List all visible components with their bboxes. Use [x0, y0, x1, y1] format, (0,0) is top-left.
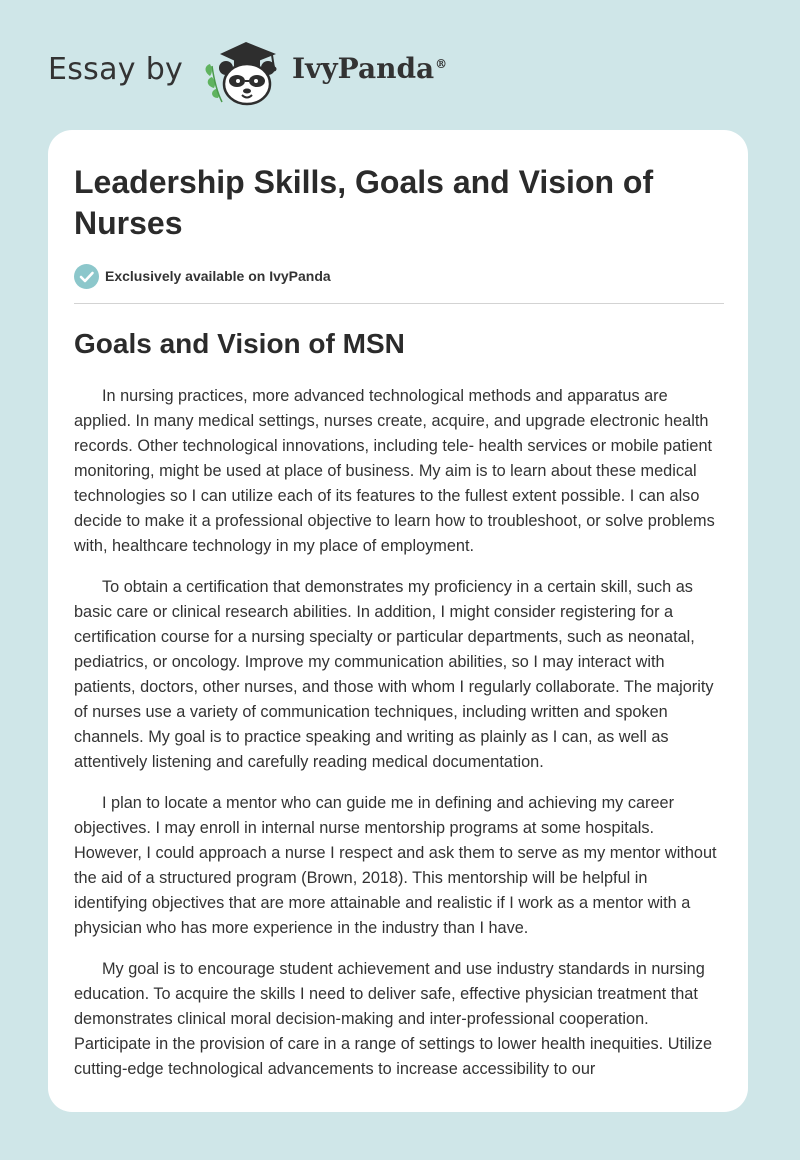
exclusive-badge-label: Exclusively available on IvyPanda: [105, 268, 331, 284]
essay-card: [48, 130, 748, 1112]
trademark-symbol: ®: [435, 56, 448, 71]
essay-by-label: Essay by: [48, 52, 184, 87]
essay-paragraph-4: My goal is to encourage student achievement and use industry standards in nursing education. To acquire the skills I need to deliver safe, effective physician treatment that demonstrates clinical moral decision-making and inter-professional cooperation. Participate in the provision of care in a range of settings to lower health inequities. Utilize cutting-edge technological advancements to increase accessibility to our: [74, 960, 713, 1078]
essay-title: Leadership Skills, Goals and Vision of Nurses: [74, 164, 654, 241]
section-heading: Goals and Vision of MSN: [74, 328, 405, 359]
essay-paragraph-3: I plan to locate a mentor who can guide me in defining and achieving my career objectives. I may enroll in internal nurse mentorship programs at some hospitals. However, I could approach a nurse I respect and ask them to serve as my mentor without the aid of a structured program (Brown, 2018). This mentorship will be helpful in identifying objectives that are more attainable and realistic if I work as a mentor with a physician who has more experience in the industry than I have.: [74, 794, 717, 937]
essay-paragraph-2: To obtain a certification that demonstrates my proficiency in a certain skill, such as basic care or clinical research abilities. In addition, I might consider registering for a certification course for a nursing specialty or particular departments, such as neonatal, pediatrics, or oncology. Improve my communication abilities, so I may interact with patients, doctors, other nurses, and those with whom I regularly collaborate. The majority of nurses use a variety of communication techniques, including written and spoken channels. My goal is to practice speaking and writing as plainly as I can, as well as attentively listening and carefully reading medical documentation.: [74, 578, 714, 771]
essay-body: [74, 384, 724, 1098]
panda-graduate-logo-icon[interactable]: [200, 36, 290, 108]
title-divider: [74, 303, 724, 304]
exclusive-badge: [74, 263, 331, 289]
ivypanda-brand-name[interactable]: [292, 52, 447, 85]
essay-paragraph-1: In nursing practices, more advanced technological methods and apparatus are applied. In many medical settings, nurses create, acquire, and upgrade electronic health records. Other technological innovations, including tele- health services or mobile patient monitoring, might be used at place of business. My aim is to learn about these medical technologies so I can utilize each of its features to the fullest extent possible. I can also decide to make it a professional objective to learn how to troubleshoot, or solve problems with, healthcare technology in my place of employment.: [74, 387, 715, 555]
site-header: [0, 0, 800, 130]
check-circle-icon: [74, 264, 99, 289]
brand-name-text: IvyPanda: [292, 52, 435, 85]
